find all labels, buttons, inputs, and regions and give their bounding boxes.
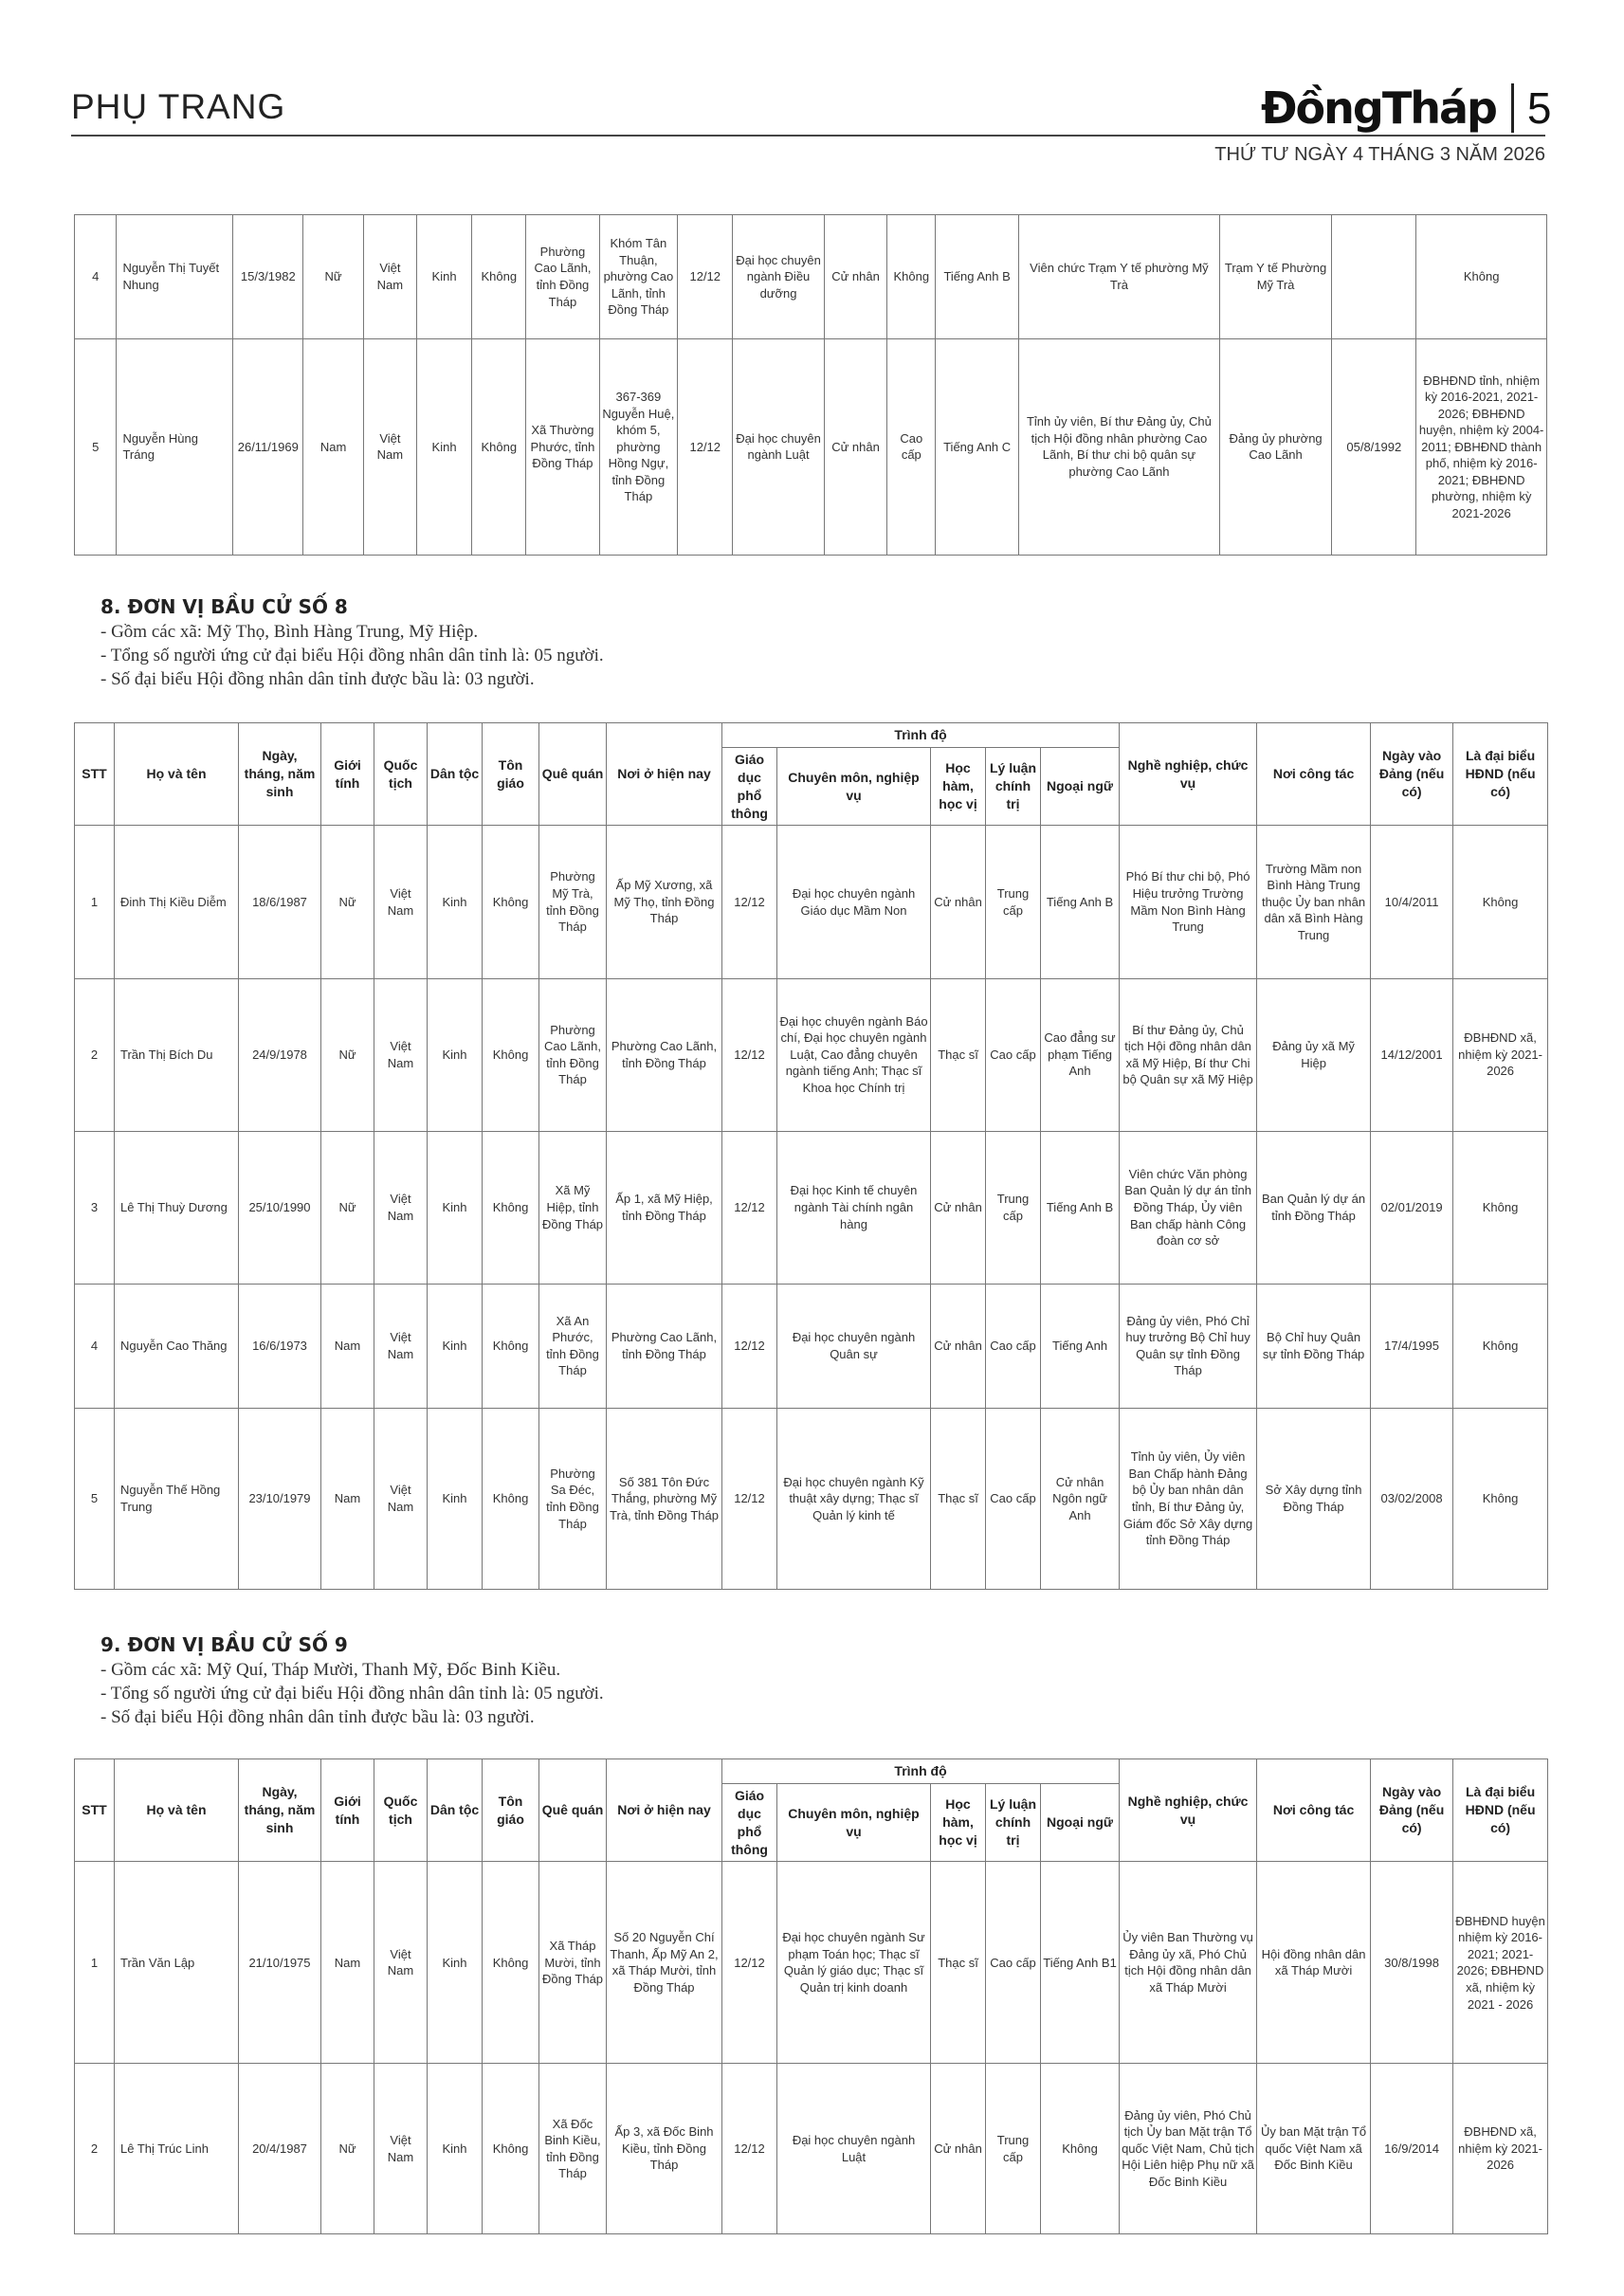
cell-delegate: Không xyxy=(1416,215,1547,339)
cell-specialty: Đại học Kinh tế chuyên ngành Tài chính ngân hàng xyxy=(777,1131,931,1284)
section-8-communes: - Gồm các xã: Mỹ Thọ, Bình Hàng Trung, Mỹ Hiệp. xyxy=(100,622,479,642)
s8-col-delegate: Là đại biểu HĐND (nếu có) xyxy=(1453,723,1548,826)
section-9-intro xyxy=(100,1633,604,1729)
cell-hometown: Xã Đốc Binh Kiều, tỉnh Đồng Tháp xyxy=(539,2064,607,2234)
cell-job: Tỉnh ủy viên, Bí thư Đảng ủy, Chủ tịch Hội đồng nhân phường Cao Lãnh, Bí thư chi bộ quân sự phường Cao Lãnh xyxy=(1019,338,1220,555)
cell-language: Tiếng Anh B xyxy=(936,215,1019,339)
s8-col-religion: Tôn giáo xyxy=(483,723,539,826)
cell-politics: Cao cấp xyxy=(986,1284,1041,1408)
cell-stt: 5 xyxy=(75,1409,115,1590)
section-9-title: 9. ĐƠN VỊ BẦU CỬ SỐ 9 xyxy=(100,1633,348,1656)
issue-date: THỨ TƯ NGÀY 4 THÁNG 3 NĂM 2026 xyxy=(1214,144,1545,165)
cell-dob: 25/10/1990 xyxy=(239,1131,321,1284)
cell-dob: 24/9/1978 xyxy=(239,978,321,1131)
cell-dob: 21/10/1975 xyxy=(239,1862,321,2064)
cell-nationality: Việt Nam xyxy=(374,1409,428,1590)
cell-residence: Ấp 1, xã Mỹ Hiệp, tỉnh Đồng Tháp xyxy=(607,1131,722,1284)
cell-ethnic: Kinh xyxy=(428,978,483,1131)
cell-general-edu: 12/12 xyxy=(722,1409,777,1590)
cell-party-date: 30/8/1998 xyxy=(1371,1862,1453,2064)
section-9-communes: - Gồm các xã: Mỹ Quí, Tháp Mười, Thanh Mỹ, Đốc Binh Kiều. xyxy=(100,1660,561,1680)
cell-degree: Cử nhân xyxy=(931,1284,986,1408)
cell-ethnic: Kinh xyxy=(416,215,471,339)
cell-specialty: Đại học chuyên ngành Luật xyxy=(733,338,824,555)
cell-party-date: 17/4/1995 xyxy=(1371,1284,1453,1408)
cell-degree: Thạc sĩ xyxy=(931,1409,986,1590)
cell-party-date: 02/01/2019 xyxy=(1371,1131,1453,1284)
cell-specialty: Đại học chuyên ngành Báo chí, Đại học chuyên ngành Luật, Cao đẳng chuyên ngành tiếng Anh; Thạc sĩ Khoa học Chính trị xyxy=(777,978,931,1131)
cell-party-date: 05/8/1992 xyxy=(1332,338,1416,555)
cell-stt: 1 xyxy=(75,1862,115,2064)
cell-politics: Cao cấp xyxy=(887,338,936,555)
cell-gender: Nam xyxy=(321,1284,374,1408)
cell-religion: Không xyxy=(483,1862,539,2064)
cell-language: Tiếng Anh xyxy=(1041,1284,1120,1408)
candidate-row xyxy=(75,215,1547,339)
cell-workplace: Đảng ủy phường Cao Lãnh xyxy=(1219,338,1332,555)
cell-job: Đảng ủy viên, Phó Chủ tịch Ủy ban Mặt trận Tổ quốc Việt Nam, Chủ tịch Hội Liên hiệp Phụ nữ xã Đốc Binh Kiều xyxy=(1120,2064,1257,2234)
cell-religion: Không xyxy=(483,1409,539,1590)
s9-col-specialty: Chuyên môn, nghiệp vụ xyxy=(777,1783,931,1862)
s9-col-dob: Ngày, tháng, năm sinh xyxy=(239,1759,321,1862)
s9-col-party-date: Ngày vào Đảng (nếu có) xyxy=(1371,1759,1453,1862)
page-number: 5 xyxy=(1526,83,1552,133)
cell-name: Nguyễn Thị Tuyết Nhung xyxy=(117,215,233,339)
cell-hometown: Xã Tháp Mười, tỉnh Đồng Tháp xyxy=(539,1862,607,2064)
s9-col-ethnic: Dân tộc xyxy=(428,1759,483,1862)
cell-hometown: Phường Cao Lãnh, tỉnh Đồng Tháp xyxy=(526,215,599,339)
cell-hometown: Xã Mỹ Hiệp, tỉnh Đồng Tháp xyxy=(539,1131,607,1284)
cell-dob: 15/3/1982 xyxy=(233,215,303,339)
cell-stt: 1 xyxy=(75,826,115,978)
cell-nationality: Việt Nam xyxy=(363,338,416,555)
cell-politics: Cao cấp xyxy=(986,1862,1041,2064)
cell-politics: Trung cấp xyxy=(986,826,1041,978)
cell-religion: Không xyxy=(483,1131,539,1284)
cell-nationality: Việt Nam xyxy=(374,978,428,1131)
cell-general-edu: 12/12 xyxy=(722,1284,777,1408)
cell-hometown: Phường Sa Đéc, tỉnh Đồng Tháp xyxy=(539,1409,607,1590)
cell-politics: Cao cấp xyxy=(986,978,1041,1131)
cell-residence: Ấp Mỹ Xương, xã Mỹ Thọ, tỉnh Đồng Tháp xyxy=(607,826,722,978)
cell-dob: 26/11/1969 xyxy=(233,338,303,555)
cell-nationality: Việt Nam xyxy=(363,215,416,339)
candidate-row xyxy=(75,1862,1548,2064)
cell-job: Phó Bí thư chi bộ, Phó Hiệu trưởng Trường Mầm Non Bình Hàng Trung xyxy=(1120,826,1257,978)
cell-name: Trần Thị Bích Du xyxy=(115,978,239,1131)
cell-nationality: Việt Nam xyxy=(374,1284,428,1408)
cell-workplace: Bộ Chỉ huy Quân sự tỉnh Đồng Tháp xyxy=(1257,1284,1371,1408)
cell-name: Nguyễn Thế Hồng Trung xyxy=(115,1409,239,1590)
cell-party-date: 16/9/2014 xyxy=(1371,2064,1453,2234)
cell-degree: Cử nhân xyxy=(824,338,887,555)
cell-language: Tiếng Anh C xyxy=(936,338,1019,555)
cell-delegate: ĐBHĐND xã, nhiệm kỳ 2021- 2026 xyxy=(1453,2064,1548,2234)
s9-col-delegate: Là đại biểu HĐND (nếu có) xyxy=(1453,1759,1548,1862)
s8-col-workplace: Nơi công tác xyxy=(1257,723,1371,826)
cell-gender: Nữ xyxy=(321,826,374,978)
cell-delegate: Không xyxy=(1453,1409,1548,1590)
cell-specialty: Đại học chuyên ngành Quân sự xyxy=(777,1284,931,1408)
cell-residence: Ấp 3, xã Đốc Binh Kiều, tỉnh Đồng Tháp xyxy=(607,2064,722,2234)
cell-general-edu: 12/12 xyxy=(722,1862,777,2064)
cell-religion: Không xyxy=(472,338,526,555)
section-8-seat-count: - Số đại biểu Hội đồng nhân dân tỉnh được bầu là: 03 người. xyxy=(100,669,535,689)
cell-gender: Nữ xyxy=(321,2064,374,2234)
cell-name: Lê Thị Trúc Linh xyxy=(115,2064,239,2234)
candidate-table-continued xyxy=(74,214,1547,556)
cell-language: Cử nhân Ngôn ngữ Anh xyxy=(1041,1409,1120,1590)
cell-politics: Không xyxy=(887,215,936,339)
section-8-title: 8. ĐƠN VỊ BẦU CỬ SỐ 8 xyxy=(100,595,348,618)
cell-nationality: Việt Nam xyxy=(374,1131,428,1284)
cell-politics: Trung cấp xyxy=(986,2064,1041,2234)
s9-col-hometown: Quê quán xyxy=(539,1759,607,1862)
cell-stt: 2 xyxy=(75,978,115,1131)
cell-stt: 4 xyxy=(75,1284,115,1408)
cell-delegate: ĐBHĐND xã, nhiệm kỳ 2021-2026 xyxy=(1453,978,1548,1131)
candidate-row xyxy=(75,1284,1548,1408)
cell-degree: Thạc sĩ xyxy=(931,1862,986,2064)
cell-specialty: Đại học chuyên ngành Kỹ thuật xây dựng; Thạc sĩ Quản lý kinh tế xyxy=(777,1409,931,1590)
candidate-row xyxy=(75,1409,1548,1590)
cell-dob: 16/6/1973 xyxy=(239,1284,321,1408)
cell-language: Tiếng Anh B1 xyxy=(1041,1862,1120,2064)
cell-hometown: Xã An Phước, tỉnh Đồng Tháp xyxy=(539,1284,607,1408)
s9-header-row xyxy=(75,1759,1548,1784)
cell-politics: Cao cấp xyxy=(986,1409,1041,1590)
cell-delegate: Không xyxy=(1453,826,1548,978)
candidate-row xyxy=(75,2064,1548,2234)
section-8-candidate-count: - Tổng số người ứng cử đại biểu Hội đồng nhân dân tỉnh là: 05 người. xyxy=(100,646,604,665)
cell-language: Cao đẳng sư phạm Tiếng Anh xyxy=(1041,978,1120,1131)
cell-name: Nguyễn Hùng Tráng xyxy=(117,338,233,555)
s8-col-job: Nghề nghiệp, chức vụ xyxy=(1120,723,1257,826)
cell-residence: Phường Cao Lãnh, tỉnh Đồng Tháp xyxy=(607,978,722,1131)
cell-workplace: Trạm Y tế Phường Mỹ Trà xyxy=(1219,215,1332,339)
cell-religion: Không xyxy=(483,826,539,978)
cell-job: Ủy viên Ban Thường vụ Đảng ủy xã, Phó Chủ tịch Hội đồng nhân dân xã Tháp Mười xyxy=(1120,1862,1257,2064)
cell-general-edu: 12/12 xyxy=(722,1131,777,1284)
s8-col-general-edu: Giáo dục phổ thông xyxy=(722,747,777,826)
cell-language: Không xyxy=(1041,2064,1120,2234)
s8-col-education: Trình độ xyxy=(722,723,1120,748)
cell-language: Tiếng Anh B xyxy=(1041,1131,1120,1284)
cell-degree: Thạc sĩ xyxy=(931,978,986,1131)
cell-specialty: Đại học chuyên ngành Giáo dục Mầm Non xyxy=(777,826,931,978)
section-8-candidate-table xyxy=(74,722,1548,1590)
candidate-row xyxy=(75,826,1548,978)
cell-delegate: ĐBHĐND huyện nhiệm kỳ 2016-2021; 2021-2026; ĐBHĐND xã, nhiệm kỳ 2021 - 2026 xyxy=(1453,1862,1548,2064)
cell-party-date: 10/4/2011 xyxy=(1371,826,1453,978)
cell-ethnic: Kinh xyxy=(428,826,483,978)
s8-col-ethnic: Dân tộc xyxy=(428,723,483,826)
cell-delegate: ĐBHĐND tỉnh, nhiệm kỳ 2016-2021, 2021-2026; ĐBHĐND huyện, nhiệm kỳ 2004-2011; ĐBHĐND thành phố, nhiệm kỳ 2016-2021; ĐBHĐND phường, nhiệm kỳ 2021-2026 xyxy=(1416,338,1547,555)
s9-col-workplace: Nơi công tác xyxy=(1257,1759,1371,1862)
cell-workplace: Sở Xây dựng tỉnh Đồng Tháp xyxy=(1257,1409,1371,1590)
cell-degree: Cử nhân xyxy=(931,2064,986,2234)
cell-gender: Nam xyxy=(303,338,364,555)
section-9-candidate-table xyxy=(74,1758,1548,2234)
section-9-candidate-count: - Tổng số người ứng cử đại biểu Hội đồng nhân dân tỉnh là: 05 người. xyxy=(100,1684,604,1704)
cell-gender: Nam xyxy=(321,1862,374,2064)
cell-job: Đảng ủy viên, Phó Chỉ huy trưởng Bộ Chỉ huy Quân sự tỉnh Đồng Tháp xyxy=(1120,1284,1257,1408)
cell-dob: 20/4/1987 xyxy=(239,2064,321,2234)
cell-religion: Không xyxy=(483,2064,539,2234)
cell-delegate: Không xyxy=(1453,1131,1548,1284)
cell-residence: Số 381 Tôn Đức Thắng, phường Mỹ Trà, tỉnh Đồng Tháp xyxy=(607,1409,722,1590)
cell-residence: 367-369 Nguyễn Huệ, khóm 5, phường Hồng Ngự, tỉnh Đồng Tháp xyxy=(599,338,678,555)
cell-ethnic: Kinh xyxy=(428,1409,483,1590)
cell-general-edu: 12/12 xyxy=(722,978,777,1131)
cell-religion: Không xyxy=(483,978,539,1131)
cell-workplace: Ủy ban Mặt trận Tổ quốc Việt Nam xã Đốc Binh Kiều xyxy=(1257,2064,1371,2234)
s8-col-politics: Lý luận chính trị xyxy=(986,747,1041,826)
cell-politics: Trung cấp xyxy=(986,1131,1041,1284)
cell-general-edu: 12/12 xyxy=(722,2064,777,2234)
cell-religion: Không xyxy=(472,215,526,339)
s9-col-education: Trình độ xyxy=(722,1759,1120,1784)
cell-degree: Cử nhân xyxy=(931,1131,986,1284)
s9-col-politics: Lý luận chính trị xyxy=(986,1783,1041,1862)
s9-col-job: Nghề nghiệp, chức vụ xyxy=(1120,1759,1257,1862)
s9-col-nationality: Quốc tịch xyxy=(374,1759,428,1862)
cell-name: Đinh Thị Kiều Diễm xyxy=(115,826,239,978)
s9-col-name: Họ và tên xyxy=(115,1759,239,1862)
cell-residence: Số 20 Nguyễn Chí Thanh, Ấp Mỹ An 2, xã Tháp Mười, tỉnh Đồng Tháp xyxy=(607,1862,722,2064)
s8-col-gender: Giới tính xyxy=(321,723,374,826)
cell-workplace: Hội đồng nhân dân xã Tháp Mười xyxy=(1257,1862,1371,2064)
cell-job: Tỉnh ủy viên, Ủy viên Ban Chấp hành Đảng bộ Ủy ban nhân dân tỉnh, Bí thư Đảng ủy, Giám đốc Sở Xây dựng tỉnh Đồng Tháp xyxy=(1120,1409,1257,1590)
cell-gender: Nam xyxy=(321,1409,374,1590)
cell-general-edu: 12/12 xyxy=(722,826,777,978)
cell-hometown: Phường Mỹ Trà, tỉnh Đồng Tháp xyxy=(539,826,607,978)
cell-religion: Không xyxy=(483,1284,539,1408)
candidate-row xyxy=(75,1131,1548,1284)
s8-header-row xyxy=(75,723,1548,748)
cell-workplace: Trường Mầm non Bình Hàng Trung thuộc Ủy ban nhân dân xã Bình Hàng Trung xyxy=(1257,826,1371,978)
cell-gender: Nữ xyxy=(321,978,374,1131)
s8-col-name: Họ và tên xyxy=(115,723,239,826)
cell-job: Viên chức Văn phòng Ban Quản lý dự án tỉnh Đồng Tháp, Ủy viên Ban chấp hành Công đoàn cơ sở xyxy=(1120,1131,1257,1284)
cell-residence: Phường Cao Lãnh, tỉnh Đồng Tháp xyxy=(607,1284,722,1408)
cell-ethnic: Kinh xyxy=(428,1862,483,2064)
cell-language: Tiếng Anh B xyxy=(1041,826,1120,978)
newspaper-logo: ĐồngTháp xyxy=(1261,82,1496,134)
s9-col-religion: Tôn giáo xyxy=(483,1759,539,1862)
cell-name: Trần Văn Lập xyxy=(115,1862,239,2064)
cell-specialty: Đại học chuyên ngành Sư phạm Toán học; Thạc sĩ Quản lý giáo dục; Thạc sĩ Quản trị kinh doanh xyxy=(777,1862,931,2064)
cell-specialty: Đại học chuyên ngành Luật xyxy=(777,2064,931,2234)
s8-col-party-date: Ngày vào Đảng (nếu có) xyxy=(1371,723,1453,826)
cell-specialty: Đại học chuyên ngành Điều dưỡng xyxy=(733,215,824,339)
candidate-row xyxy=(75,338,1547,555)
cell-job: Viên chức Trạm Y tế phường Mỹ Trà xyxy=(1019,215,1220,339)
s8-col-hometown: Quê quán xyxy=(539,723,607,826)
cell-stt: 3 xyxy=(75,1131,115,1284)
cell-nationality: Việt Nam xyxy=(374,2064,428,2234)
s9-col-general-edu: Giáo dục phổ thông xyxy=(722,1783,777,1862)
cell-residence: Khóm Tân Thuận, phường Cao Lãnh, tỉnh Đồng Tháp xyxy=(599,215,678,339)
masthead-divider xyxy=(1511,83,1514,133)
s8-col-residence: Nơi ở hiện nay xyxy=(607,723,722,826)
cell-ethnic: Kinh xyxy=(428,1131,483,1284)
cell-gender: Nữ xyxy=(321,1131,374,1284)
cell-job: Bí thư Đảng ủy, Chủ tịch Hội đồng nhân dân xã Mỹ Hiệp, Bí thư Chi bộ Quân sự xã Mỹ Hiệp xyxy=(1120,978,1257,1131)
s9-col-gender: Giới tính xyxy=(321,1759,374,1862)
cell-dob: 23/10/1979 xyxy=(239,1409,321,1590)
cell-workplace: Ban Quản lý dự án tỉnh Đồng Tháp xyxy=(1257,1131,1371,1284)
s8-col-degree: Học hàm, học vị xyxy=(931,747,986,826)
cell-name: Lê Thị Thuỳ Dương xyxy=(115,1131,239,1284)
cell-general-edu: 12/12 xyxy=(678,338,733,555)
cell-dob: 18/6/1987 xyxy=(239,826,321,978)
cell-ethnic: Kinh xyxy=(416,338,471,555)
cell-stt: 2 xyxy=(75,2064,115,2234)
cell-ethnic: Kinh xyxy=(428,1284,483,1408)
s8-col-stt: STT xyxy=(75,723,115,826)
s9-col-degree: Học hàm, học vị xyxy=(931,1783,986,1862)
cell-degree: Cử nhân xyxy=(824,215,887,339)
masthead xyxy=(1261,80,1552,137)
cell-stt: 4 xyxy=(75,215,117,339)
cell-workplace: Đảng ủy xã Mỹ Hiệp xyxy=(1257,978,1371,1131)
s8-col-dob: Ngày, tháng, năm sinh xyxy=(239,723,321,826)
section-label: PHỤ TRANG xyxy=(71,87,286,126)
cell-ethnic: Kinh xyxy=(428,2064,483,2234)
cell-nationality: Việt Nam xyxy=(374,826,428,978)
s9-col-stt: STT xyxy=(75,1759,115,1862)
s9-col-language: Ngoại ngữ xyxy=(1041,1783,1120,1862)
cell-name: Nguyễn Cao Thăng xyxy=(115,1284,239,1408)
s8-col-nationality: Quốc tịch xyxy=(374,723,428,826)
header-rule xyxy=(71,135,1545,137)
candidate-row xyxy=(75,978,1548,1131)
cell-party-date xyxy=(1332,215,1416,339)
section-9-seat-count: - Số đại biểu Hội đồng nhân dân tỉnh được bầu là: 03 người. xyxy=(100,1707,535,1727)
cell-party-date: 14/12/2001 xyxy=(1371,978,1453,1131)
cell-delegate: Không xyxy=(1453,1284,1548,1408)
cell-hometown: Xã Thường Phước, tỉnh Đồng Tháp xyxy=(526,338,599,555)
cell-general-edu: 12/12 xyxy=(678,215,733,339)
s8-col-language: Ngoại ngữ xyxy=(1041,747,1120,826)
section-8-intro xyxy=(100,595,604,691)
cell-nationality: Việt Nam xyxy=(374,1862,428,2064)
cell-party-date: 03/02/2008 xyxy=(1371,1409,1453,1590)
cell-degree: Cử nhân xyxy=(931,826,986,978)
cell-stt: 5 xyxy=(75,338,117,555)
cell-hometown: Phường Cao Lãnh, tỉnh Đồng Tháp xyxy=(539,978,607,1131)
cell-gender: Nữ xyxy=(303,215,364,339)
s9-col-residence: Nơi ở hiện nay xyxy=(607,1759,722,1862)
s8-col-specialty: Chuyên môn, nghiệp vụ xyxy=(777,747,931,826)
